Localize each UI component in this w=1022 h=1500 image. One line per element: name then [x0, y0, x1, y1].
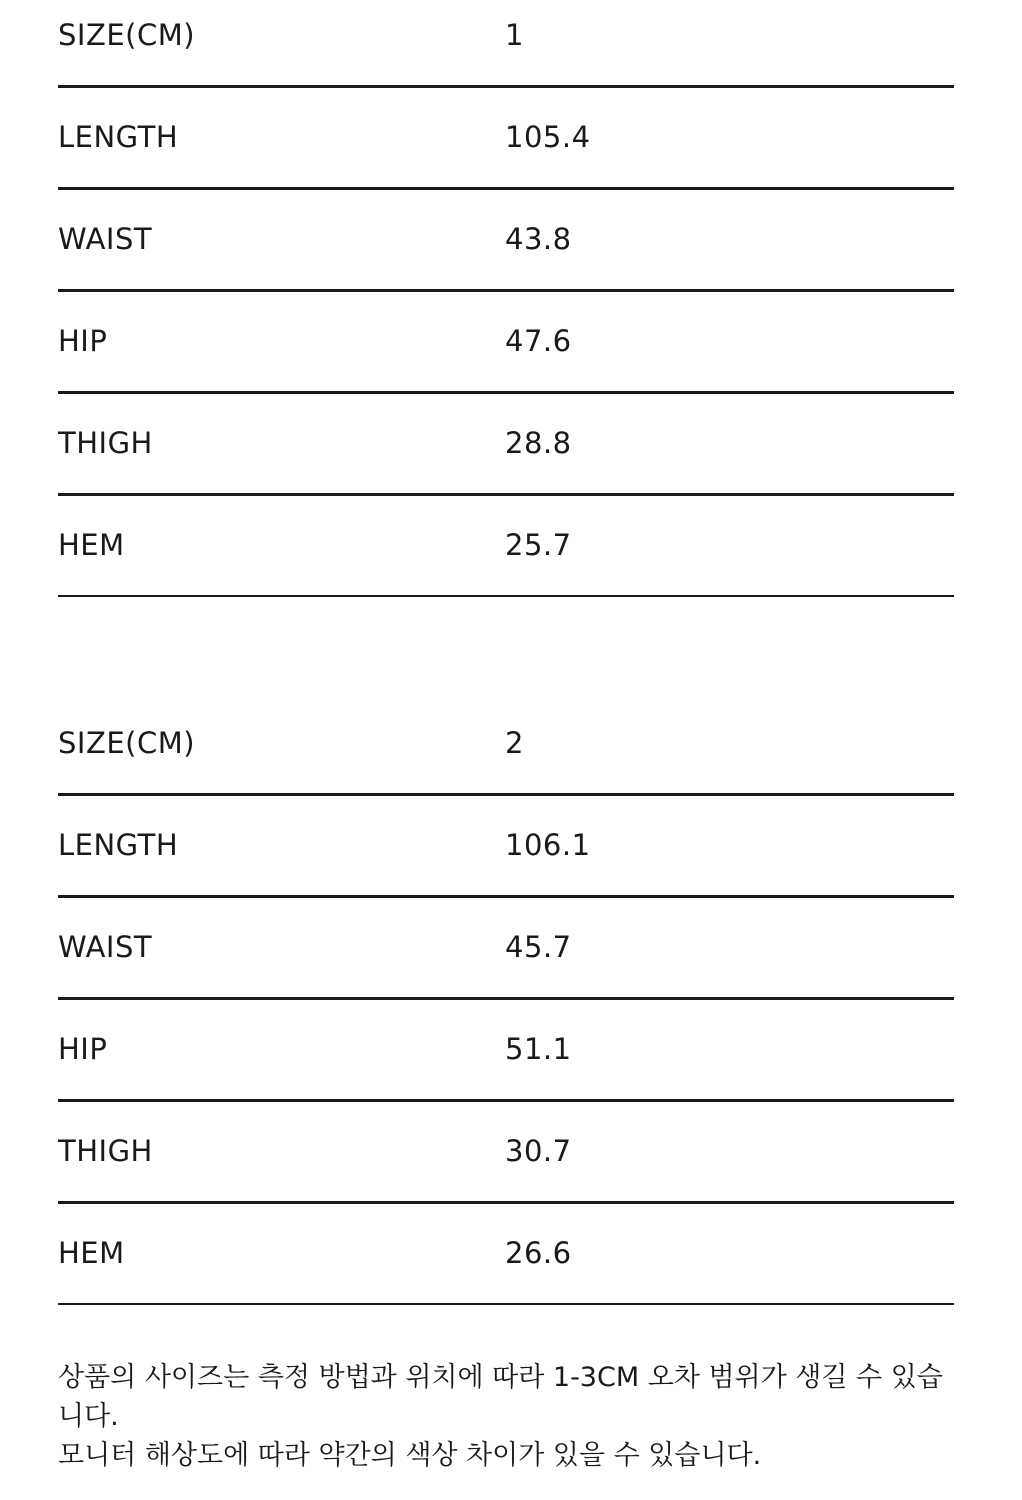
table-row-length: [58, 810, 954, 912]
row-label: HEM: [58, 528, 125, 562]
row-label: THIGH: [58, 426, 153, 460]
row-value: 30.7: [505, 1134, 572, 1168]
table-row-thigh: [58, 408, 954, 510]
row-label: LENGTH: [58, 120, 179, 154]
table-row-waist: [58, 912, 954, 1014]
table-row-thigh: [58, 1116, 954, 1218]
header-label: SIZE(CM): [58, 726, 196, 760]
table-header-row: [58, 708, 954, 810]
size-table-2: [58, 708, 954, 1320]
row-label: LENGTH: [58, 828, 179, 862]
header-size-value: 1: [505, 18, 524, 52]
table-header-row: [58, 0, 954, 102]
row-value: 43.8: [505, 222, 572, 256]
row-label: WAIST: [58, 222, 153, 256]
table-row-hip: [58, 1014, 954, 1116]
row-value: 26.6: [505, 1236, 572, 1270]
table-row-hem: [58, 510, 954, 612]
table-row-waist: [58, 204, 954, 306]
row-value: 106.1: [505, 828, 591, 862]
row-value: 105.4: [505, 120, 591, 154]
row-label: THIGH: [58, 1134, 153, 1168]
row-value: 51.1: [505, 1032, 572, 1066]
size-notes: [58, 1358, 958, 1475]
row-label: HIP: [58, 324, 108, 358]
row-label: WAIST: [58, 930, 153, 964]
row-value: 28.8: [505, 426, 572, 460]
measurement-note: 상품의 사이즈는 측정 방법과 위치에 따라 1-3CM 오차 범위가 생길 수 있습니다.: [58, 1362, 943, 1432]
color-note: 모니터 해상도에 따라 약간의 색상 차이가 있을 수 있습니다.: [58, 1440, 762, 1471]
row-label: HEM: [58, 1236, 125, 1270]
header-size-value: 2: [505, 726, 524, 760]
table-row-hem: [58, 1218, 954, 1320]
row-label: HIP: [58, 1032, 108, 1066]
table-row-length: [58, 102, 954, 204]
table-row-hip: [58, 306, 954, 408]
row-value: 25.7: [505, 528, 572, 562]
row-value: 45.7: [505, 930, 572, 964]
size-table-1: [58, 0, 954, 612]
header-label: SIZE(CM): [58, 18, 196, 52]
row-value: 47.6: [505, 324, 572, 358]
